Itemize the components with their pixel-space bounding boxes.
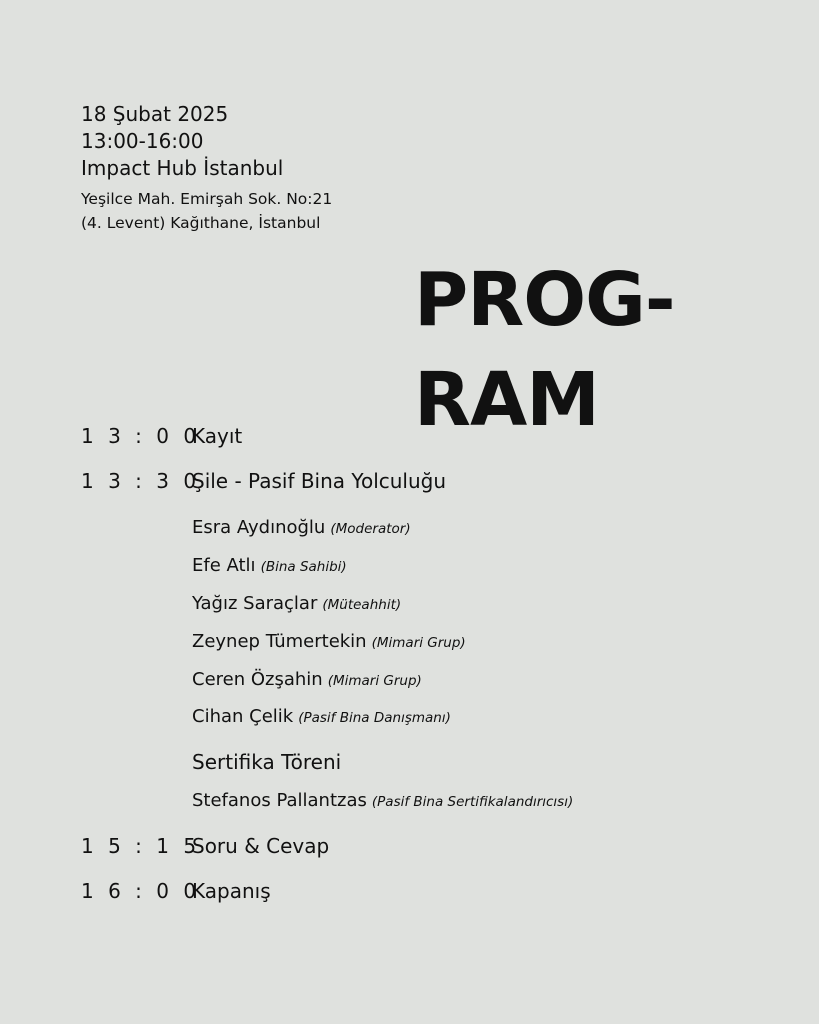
address-line-2: (4. Levent) Kağıthane, İstanbul <box>81 214 321 232</box>
speaker-role: (Moderator) <box>330 521 411 537</box>
address-line-1: Yeşilce Mah. Emirşah Sok. No:21 <box>81 190 333 208</box>
schedule-title: Kapanış <box>192 879 271 903</box>
event-venue: Impact Hub İstanbul <box>81 156 284 180</box>
speaker-role: (Mimari Grup) <box>327 673 422 689</box>
title-line-1: PROG- <box>414 257 675 343</box>
schedule-time: 1 6 : 0 0 <box>81 879 201 903</box>
speaker-name: Cihan Çelik <box>192 706 294 727</box>
speaker-name: Efe Atlı <box>192 555 256 576</box>
panel-speaker <box>192 706 451 727</box>
speaker-role: (Pasif Bina Danışmanı) <box>298 710 451 726</box>
schedule-title: Soru & Cevap <box>192 834 330 858</box>
event-time: 13:00-16:00 <box>81 129 204 153</box>
schedule-time: 1 5 : 1 5 <box>81 834 201 858</box>
panel-speaker <box>192 555 347 576</box>
speaker-role: (Müteahhit) <box>322 597 402 613</box>
panel-speaker <box>192 517 411 538</box>
speaker-name: Stefanos Pallantzas <box>192 790 367 811</box>
ceremony-speaker <box>192 790 573 811</box>
speaker-name: Ceren Özşahin <box>192 669 323 690</box>
ceremony-title: Sertifika Töreni <box>192 750 342 774</box>
panel-speaker <box>192 593 401 614</box>
schedule-time: 1 3 : 3 0 <box>81 469 201 493</box>
schedule-time: 1 3 : 0 0 <box>81 424 201 448</box>
speaker-role: (Pasif Bina Sertifikalandırıcısı) <box>371 794 574 810</box>
schedule-title: Kayıt <box>192 424 243 448</box>
panel-speaker <box>192 631 466 652</box>
speaker-role: (Mimari Grup) <box>371 635 466 651</box>
event-info <box>81 101 481 235</box>
speaker-name: Yağız Saraçlar <box>192 593 318 614</box>
title-line-2: RAM <box>414 357 599 443</box>
page-title <box>414 250 675 450</box>
speaker-name: Esra Aydınoğlu <box>192 517 326 538</box>
panel-speaker <box>192 669 422 690</box>
event-address <box>81 187 481 235</box>
schedule-title: Şile - Pasif Bina Yolculuğu <box>192 469 447 493</box>
speaker-name: Zeynep Tümertekin <box>192 631 367 652</box>
speaker-role: (Bina Sahibi) <box>260 559 347 575</box>
event-date: 18 Şubat 2025 <box>81 102 229 126</box>
